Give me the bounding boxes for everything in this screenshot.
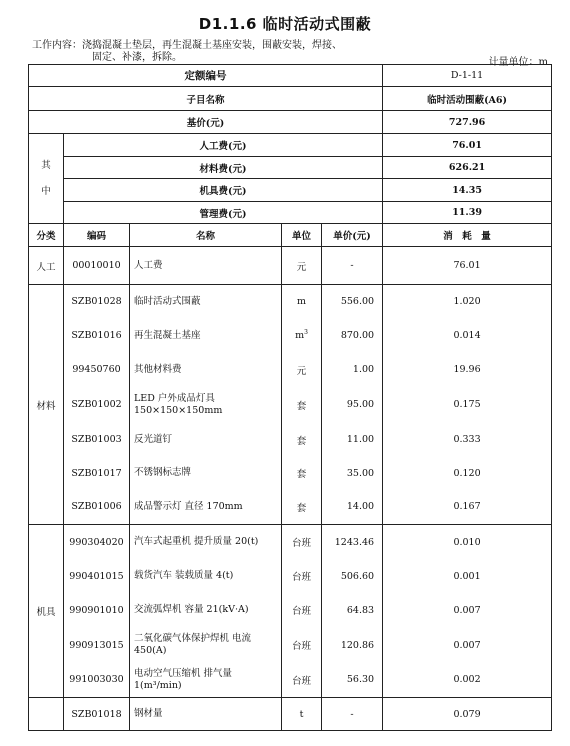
unit-text: 套: [296, 435, 307, 447]
unit-price-cell: 56.30: [322, 663, 383, 698]
unit-cell: [282, 525, 322, 560]
unit-text: t: [299, 708, 304, 720]
category-cell: [29, 698, 64, 731]
of-which-cell: [29, 134, 64, 224]
col-header-category: 分类: [29, 224, 64, 247]
unit-price-cell: 35.00: [322, 457, 383, 490]
quota-code-label: 定额编号: [29, 65, 383, 87]
unit-text: m: [295, 330, 305, 342]
base-price-row: [29, 111, 552, 134]
unit-cell: [282, 490, 322, 525]
consumption-cell: 1.020: [383, 285, 552, 319]
name-cell: 临时活动式围蔽: [130, 285, 282, 319]
quota-code-row: [29, 65, 552, 87]
table-row: [29, 698, 552, 731]
unit-text: 台班: [291, 675, 311, 687]
unit-price-cell: 11.00: [322, 423, 383, 457]
consumption-cell: 0.001: [383, 560, 552, 593]
unit-label: 计量单位：m: [488, 57, 548, 68]
category-cell: 人工: [29, 247, 64, 285]
code-cell: SZB01028: [64, 285, 130, 319]
quota-code: D-1-11: [383, 65, 552, 87]
code-cell: 990913015: [64, 628, 130, 663]
name-cell: 成品警示灯 直径 170mm: [130, 490, 282, 525]
unit-price-cell: 870.00: [322, 319, 383, 353]
code-cell: SZB01017: [64, 457, 130, 490]
breakdown-value: 14.35: [383, 179, 552, 202]
name-cell: LED 户外成品灯具 150×150×150mm: [130, 387, 282, 423]
unit-text: 套: [296, 400, 307, 412]
code-cell: 00010010: [64, 247, 130, 285]
breakdown-value: 11.39: [383, 202, 552, 224]
unit-cell: [282, 457, 322, 490]
category-cell: 材料: [29, 285, 64, 525]
subitem-name: 临时活动围蔽(A6): [383, 87, 552, 111]
unit-cell: [282, 319, 322, 353]
name-cell: 载货汽车 装载质量 4(t): [130, 560, 282, 593]
breakdown-value: 626.21: [383, 157, 552, 179]
breakdown-row: [29, 157, 552, 179]
name-cell: 反光道钉: [130, 423, 282, 457]
unit-text: 套: [296, 469, 307, 480]
unit-cell: [282, 247, 322, 285]
table-row: [29, 247, 552, 285]
consumption-cell: 0.007: [383, 628, 552, 663]
work-content-line-1: 工作内容：浇捣混凝土垫层，再生混凝土基座安装，围蔽安装，焊接、: [32, 40, 342, 51]
name-cell: 二氧化碳气体保护焊机 电流 450(A): [130, 628, 282, 663]
page-title: D1.1.6 临时活动式围蔽: [198, 15, 372, 33]
unit-cell: [282, 663, 322, 698]
work-content-line-2: 固定、补漆，拆除。: [92, 52, 182, 63]
col-header-unit: 单位: [282, 224, 322, 247]
code-cell: 99450760: [64, 353, 130, 387]
table-row: [29, 593, 552, 628]
name-cell: 其他材料费: [130, 353, 282, 387]
breakdown-label: 人工费(元): [64, 134, 383, 157]
consumption-cell: 0.002: [383, 663, 552, 698]
breakdown-row: [29, 134, 552, 157]
consumption-cell: 0.167: [383, 490, 552, 525]
table-row: [29, 285, 552, 319]
code-cell: 990304020: [64, 525, 130, 560]
col-header-consumption: 消 耗 量: [383, 224, 552, 247]
consumption-cell: 19.96: [383, 353, 552, 387]
unit-price-cell: 1.00: [322, 353, 383, 387]
consumption-cell: 0.175: [383, 387, 552, 423]
breakdown-row: [29, 179, 552, 202]
quota-table: [28, 64, 552, 731]
unit-price-cell: 506.60: [322, 560, 383, 593]
unit-cell: [282, 353, 322, 387]
subitem-row: [29, 87, 552, 111]
code-cell: SZB01003: [64, 423, 130, 457]
unit-price-cell: 120.86: [322, 628, 383, 663]
breakdown-label: 管理费(元): [64, 202, 383, 224]
name-cell: 不锈钢标志牌: [130, 457, 282, 490]
name-cell: 钢材量: [130, 698, 282, 731]
table-row: [29, 663, 552, 698]
table-row: [29, 319, 552, 353]
breakdown-label: 机具费(元): [64, 179, 383, 202]
code-cell: 990401015: [64, 560, 130, 593]
consumption-cell: 0.010: [383, 525, 552, 560]
unit-text: m: [296, 296, 306, 308]
unit-price-cell: 64.83: [322, 593, 383, 628]
unit-price-cell: -: [322, 698, 383, 731]
code-cell: SZB01002: [64, 387, 130, 423]
unit-text: 台班: [291, 606, 311, 617]
table-row: [29, 490, 552, 525]
column-header-row: [29, 224, 552, 247]
unit-price-cell: 14.00: [322, 490, 383, 525]
code-cell: SZB01018: [64, 698, 130, 731]
unit-superscript: 3: [304, 329, 308, 337]
consumption-cell: 0.333: [383, 423, 552, 457]
code-cell: SZB01006: [64, 490, 130, 525]
table-row: [29, 628, 552, 663]
of-which-char-1: 其: [41, 159, 51, 171]
table-row: [29, 387, 552, 423]
col-header-code: 编码: [64, 224, 130, 247]
unit-price-cell: -: [322, 247, 383, 285]
unit-cell: [282, 698, 322, 731]
unit-text: 元: [296, 365, 307, 377]
unit-cell: [282, 593, 322, 628]
table-row: [29, 525, 552, 560]
code-cell: 991003030: [64, 663, 130, 698]
unit-cell: [282, 387, 322, 423]
unit-cell: [282, 423, 322, 457]
unit-text: 台班: [291, 572, 311, 583]
unit-price-cell: 1243.46: [322, 525, 383, 560]
unit-cell: [282, 560, 322, 593]
table-row: [29, 353, 552, 387]
breakdown-value: 76.01: [383, 134, 552, 157]
table-row: [29, 423, 552, 457]
unit-cell: [282, 628, 322, 663]
code-cell: SZB01016: [64, 319, 130, 353]
name-cell: 汽车式起重机 提升质量 20(t): [130, 525, 282, 560]
breakdown-row: [29, 202, 552, 224]
consumption-cell: 0.014: [383, 319, 552, 353]
name-cell: 再生混凝土基座: [130, 319, 282, 353]
consumption-cell: 0.120: [383, 457, 552, 490]
name-cell: 人工费: [130, 247, 282, 285]
consumption-cell: 0.079: [383, 698, 552, 731]
base-price-value: 727.96: [383, 111, 552, 134]
unit-price-cell: 556.00: [322, 285, 383, 319]
of-which-char-2: 中: [41, 185, 51, 197]
unit-text: 元: [296, 261, 307, 273]
unit-text: 台班: [291, 641, 311, 652]
unit-price-cell: 95.00: [322, 387, 383, 423]
name-cell: 交流弧焊机 容量 21(kV·A): [130, 593, 282, 628]
consumption-cell: 76.01: [383, 247, 552, 285]
category-cell: 机具: [29, 525, 64, 698]
base-price-label: 基价(元): [29, 111, 383, 134]
code-cell: 990901010: [64, 593, 130, 628]
table-row: [29, 457, 552, 490]
table-row: [29, 560, 552, 593]
unit-text: 台班: [291, 538, 311, 550]
subitem-label: 子目名称: [29, 87, 383, 111]
unit-cell: [282, 285, 322, 319]
col-header-unit-price: 单价(元): [322, 224, 383, 247]
col-header-name: 名称: [130, 224, 282, 247]
consumption-cell: 0.007: [383, 593, 552, 628]
breakdown-label: 材料费(元): [64, 157, 383, 179]
name-cell: 电动空气压缩机 排气量 1(m³/min): [130, 663, 282, 698]
unit-text: 套: [296, 502, 307, 514]
